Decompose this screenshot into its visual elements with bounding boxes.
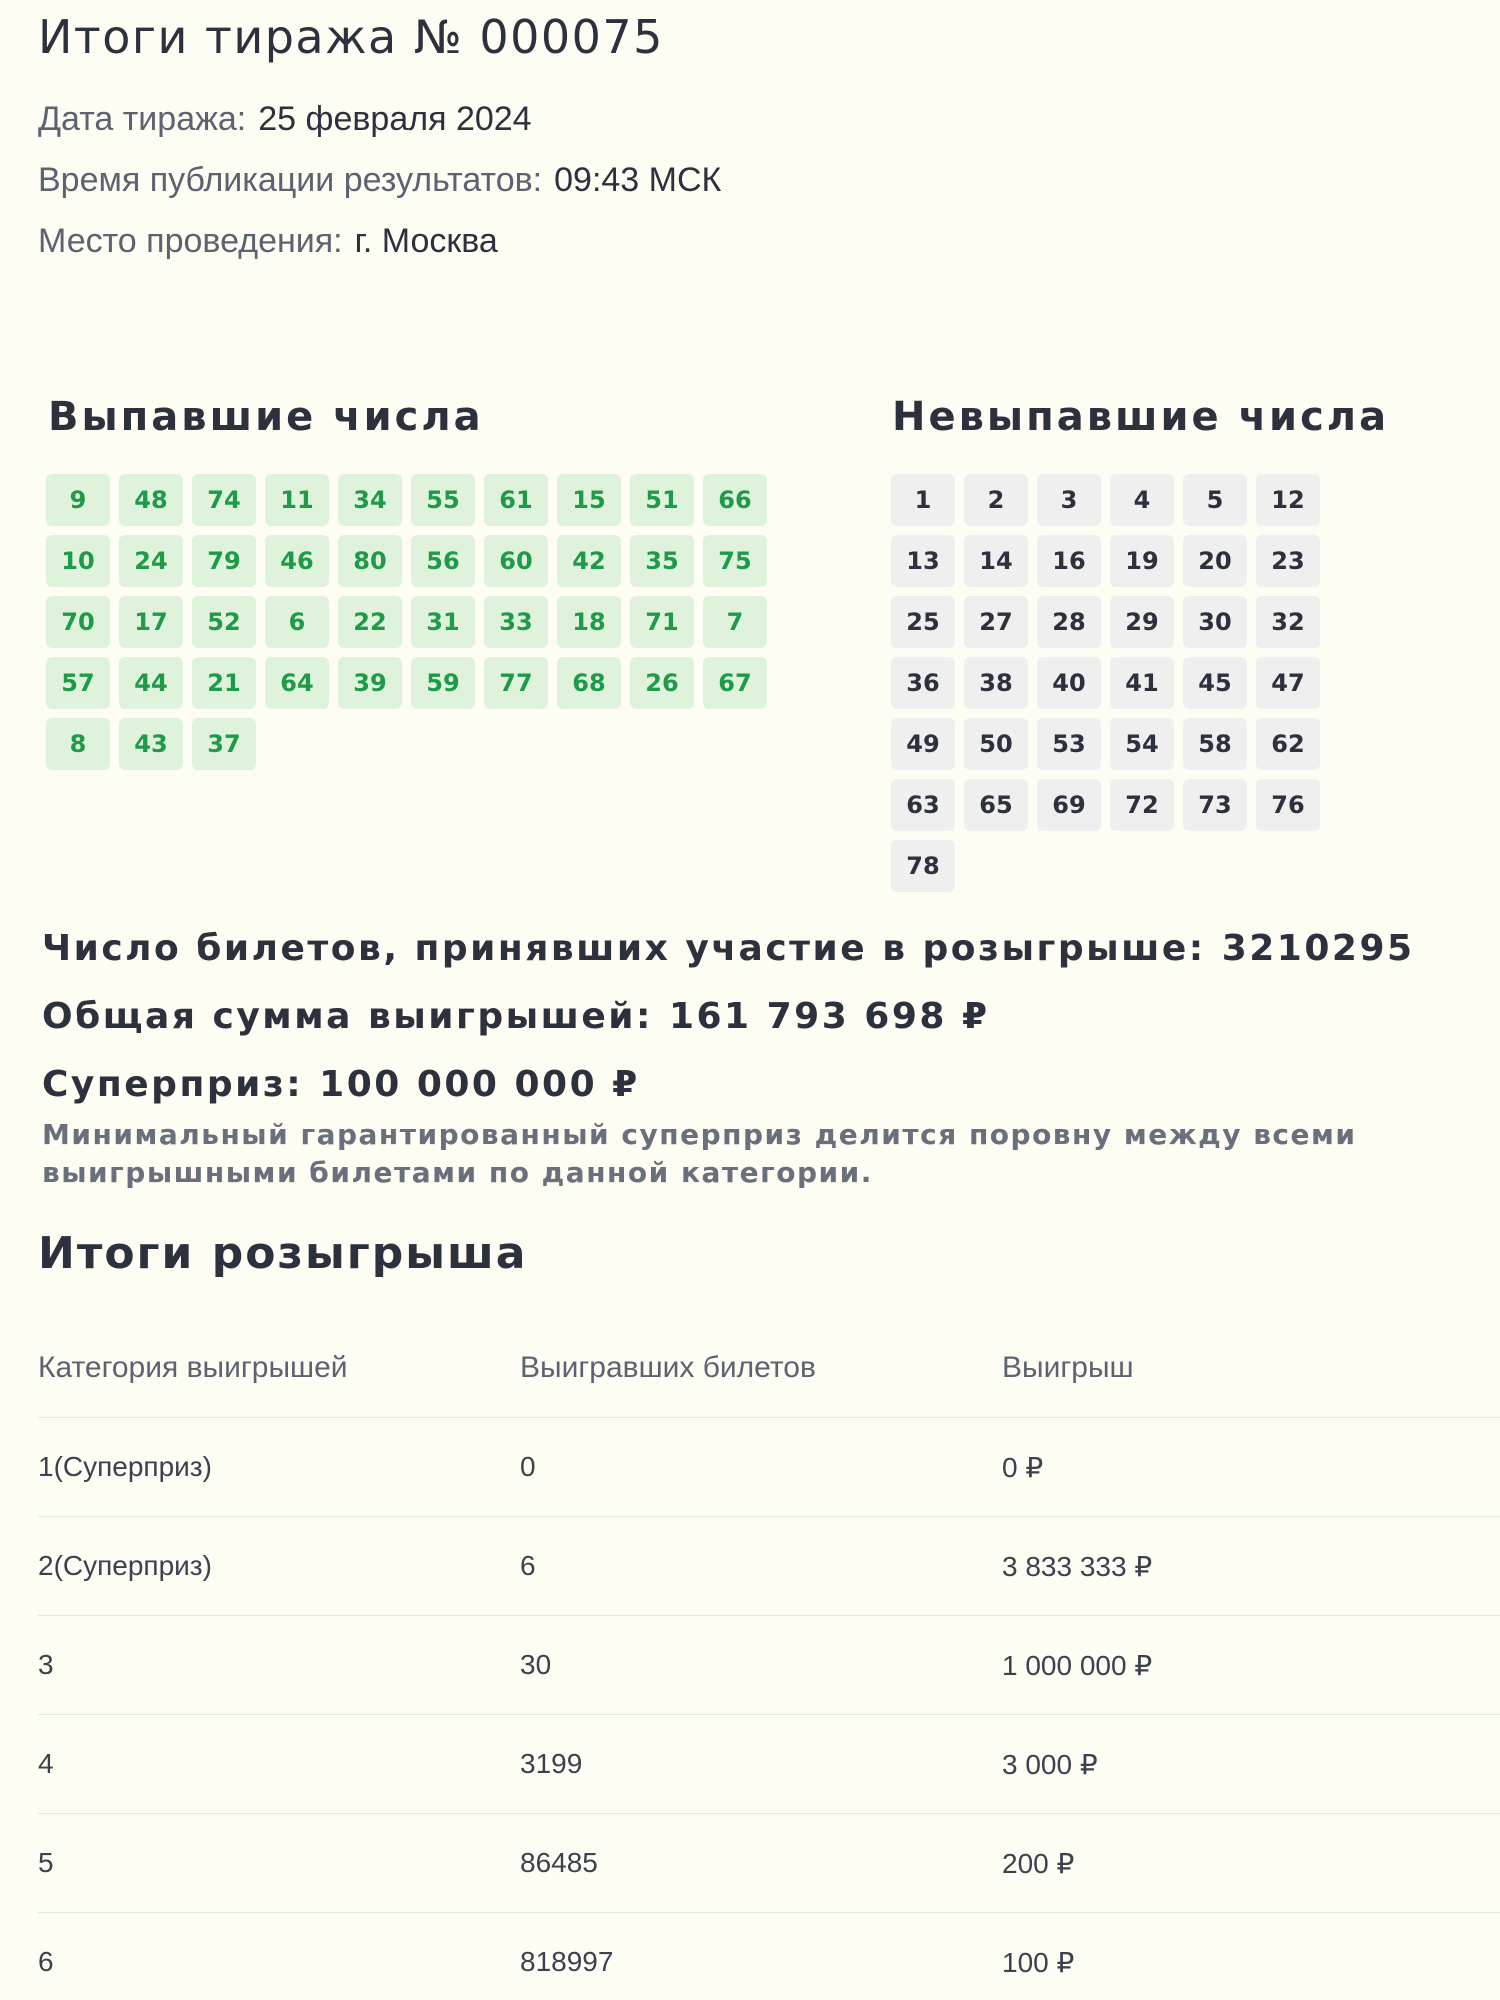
undrawn-number: 16 [1037, 535, 1101, 587]
tickets-count-value: 3210295 [1221, 928, 1415, 969]
undrawn-number: 30 [1183, 596, 1247, 648]
column-header-prize: Выигрыш [1002, 1350, 1134, 1384]
results-table [38, 1318, 1500, 2000]
table-row [38, 1517, 1500, 1616]
undrawn-number: 40 [1037, 657, 1101, 709]
drawn-number: 22 [338, 596, 402, 648]
results-title: Итоги розыгрыша [38, 1228, 528, 1279]
drawn-number: 21 [192, 657, 256, 709]
drawn-number: 26 [630, 657, 694, 709]
drawn-number: 44 [119, 657, 183, 709]
table-row [38, 1616, 1500, 1715]
cell-category: 6 [38, 1946, 54, 1977]
drawn-number: 9 [46, 474, 110, 526]
drawn-number: 55 [411, 474, 475, 526]
column-header-category: Категория выигрышей [38, 1350, 348, 1384]
drawn-number: 10 [46, 535, 110, 587]
table-row [38, 1715, 1500, 1814]
tickets-count-label: Число билетов, принявших участие в розыгрыше: [42, 928, 1206, 969]
cell-category: 2(Суперприз) [38, 1550, 212, 1581]
results-table-header [38, 1318, 1500, 1418]
drawn-number: 56 [411, 535, 475, 587]
table-row [38, 1913, 1500, 2000]
cell-prize: 3 000 ₽ [1002, 1748, 1098, 1780]
drawn-number: 60 [484, 535, 548, 587]
cell-prize: 0 ₽ [1002, 1451, 1044, 1483]
undrawn-number: 53 [1037, 718, 1101, 770]
undrawn-number: 28 [1037, 596, 1101, 648]
publish-time-row [38, 161, 721, 200]
undrawn-number: 32 [1256, 596, 1320, 648]
drawn-number: 31 [411, 596, 475, 648]
drawn-number: 6 [265, 596, 329, 648]
cell-winning-tickets: 3199 [520, 1748, 583, 1779]
cell-category: 3 [38, 1649, 54, 1680]
drawn-number: 24 [119, 535, 183, 587]
drawn-number: 79 [192, 535, 256, 587]
undrawn-number: 20 [1183, 535, 1247, 587]
undrawn-number: 19 [1110, 535, 1174, 587]
drawn-number: 42 [557, 535, 621, 587]
undrawn-number: 3 [1037, 474, 1101, 526]
cell-winning-tickets: 818997 [520, 1946, 614, 1977]
undrawn-number: 69 [1037, 779, 1101, 831]
total-winnings-line [42, 996, 990, 1037]
drawn-number: 46 [265, 535, 329, 587]
cell-category: 4 [38, 1748, 54, 1779]
cell-prize: 3 833 333 ₽ [1002, 1550, 1153, 1582]
publish-time-label: Время публикации результатов: [38, 161, 543, 199]
drawn-number: 33 [484, 596, 548, 648]
drawn-number: 35 [630, 535, 694, 587]
undrawn-number: 54 [1110, 718, 1174, 770]
total-winnings-value: 161 793 698 ₽ [668, 996, 990, 1037]
drawn-number: 18 [557, 596, 621, 648]
undrawn-number: 5 [1183, 474, 1247, 526]
drawn-number: 17 [119, 596, 183, 648]
page-title: Итоги тиража № 000075 [38, 10, 664, 64]
cell-prize: 100 ₽ [1002, 1946, 1075, 1978]
tickets-count-line [42, 928, 1415, 969]
superprize-line [42, 1064, 640, 1105]
undrawn-number: 63 [891, 779, 955, 831]
drawn-number: 48 [119, 474, 183, 526]
cell-prize: 200 ₽ [1002, 1847, 1075, 1879]
undrawn-number: 25 [891, 596, 955, 648]
draw-place-label: Место проведения: [38, 222, 343, 260]
table-row [38, 1814, 1500, 1913]
cell-winning-tickets: 30 [520, 1649, 552, 1680]
drawn-number: 68 [557, 657, 621, 709]
undrawn-number: 47 [1256, 657, 1320, 709]
cell-category: 5 [38, 1847, 54, 1878]
drawn-number: 59 [411, 657, 475, 709]
drawn-number: 66 [703, 474, 767, 526]
drawn-numbers-title: Выпавшие числа [48, 394, 484, 440]
undrawn-number: 76 [1256, 779, 1320, 831]
undrawn-number: 27 [964, 596, 1028, 648]
draw-date-label: Дата тиража: [38, 100, 247, 138]
cell-prize: 1 000 000 ₽ [1002, 1649, 1153, 1681]
draw-date-value: 25 февраля 2024 [258, 100, 532, 138]
total-winnings-label: Общая сумма выигрышей: [42, 996, 653, 1037]
draw-place-row [38, 222, 498, 261]
drawn-number: 61 [484, 474, 548, 526]
drawn-number: 77 [484, 657, 548, 709]
undrawn-number: 2 [964, 474, 1028, 526]
undrawn-number: 23 [1256, 535, 1320, 587]
publish-time-value: 09:43 МСК [554, 161, 722, 199]
cell-winning-tickets: 86485 [520, 1847, 598, 1878]
superprize-value: 100 000 000 ₽ [319, 1064, 640, 1105]
drawn-number: 37 [192, 718, 256, 770]
undrawn-number: 73 [1183, 779, 1247, 831]
undrawn-number: 4 [1110, 474, 1174, 526]
drawn-number: 8 [46, 718, 110, 770]
draw-place-value: г. Москва [354, 222, 498, 260]
undrawn-number: 78 [891, 840, 955, 892]
drawn-number: 39 [338, 657, 402, 709]
undrawn-number: 1 [891, 474, 955, 526]
undrawn-numbers-grid [891, 474, 1320, 892]
table-row [38, 1418, 1500, 1517]
drawn-number: 71 [630, 596, 694, 648]
drawn-number: 15 [557, 474, 621, 526]
drawn-number: 51 [630, 474, 694, 526]
undrawn-number: 41 [1110, 657, 1174, 709]
drawn-number: 7 [703, 596, 767, 648]
drawn-number: 67 [703, 657, 767, 709]
drawn-number: 74 [192, 474, 256, 526]
cell-category: 1(Суперприз) [38, 1451, 212, 1482]
undrawn-number: 14 [964, 535, 1028, 587]
drawn-number: 34 [338, 474, 402, 526]
drawn-numbers-grid [46, 474, 767, 770]
column-header-winning-tickets: Выигравших билетов [520, 1350, 816, 1384]
drawn-number: 75 [703, 535, 767, 587]
drawn-number: 64 [265, 657, 329, 709]
superprize-label: Суперприз: [42, 1064, 304, 1105]
undrawn-number: 49 [891, 718, 955, 770]
undrawn-number: 12 [1256, 474, 1320, 526]
draw-date-row [38, 100, 532, 139]
drawn-number: 80 [338, 535, 402, 587]
undrawn-number: 38 [964, 657, 1028, 709]
undrawn-number: 13 [891, 535, 955, 587]
drawn-number: 57 [46, 657, 110, 709]
superprize-note: Минимальный гарантированный суперприз делится поровну между всеми выигрышными билетами по данной категории. [42, 1118, 1357, 1189]
undrawn-number: 62 [1256, 718, 1320, 770]
undrawn-number: 72 [1110, 779, 1174, 831]
undrawn-number: 36 [891, 657, 955, 709]
undrawn-numbers-title: Невыпавшие числа [892, 394, 1390, 440]
undrawn-number: 65 [964, 779, 1028, 831]
drawn-number: 11 [265, 474, 329, 526]
drawn-number: 52 [192, 596, 256, 648]
undrawn-number: 50 [964, 718, 1028, 770]
cell-winning-tickets: 6 [520, 1550, 536, 1581]
undrawn-number: 58 [1183, 718, 1247, 770]
drawn-number: 43 [119, 718, 183, 770]
undrawn-number: 29 [1110, 596, 1174, 648]
cell-winning-tickets: 0 [520, 1451, 536, 1482]
drawn-number: 70 [46, 596, 110, 648]
undrawn-number: 45 [1183, 657, 1247, 709]
